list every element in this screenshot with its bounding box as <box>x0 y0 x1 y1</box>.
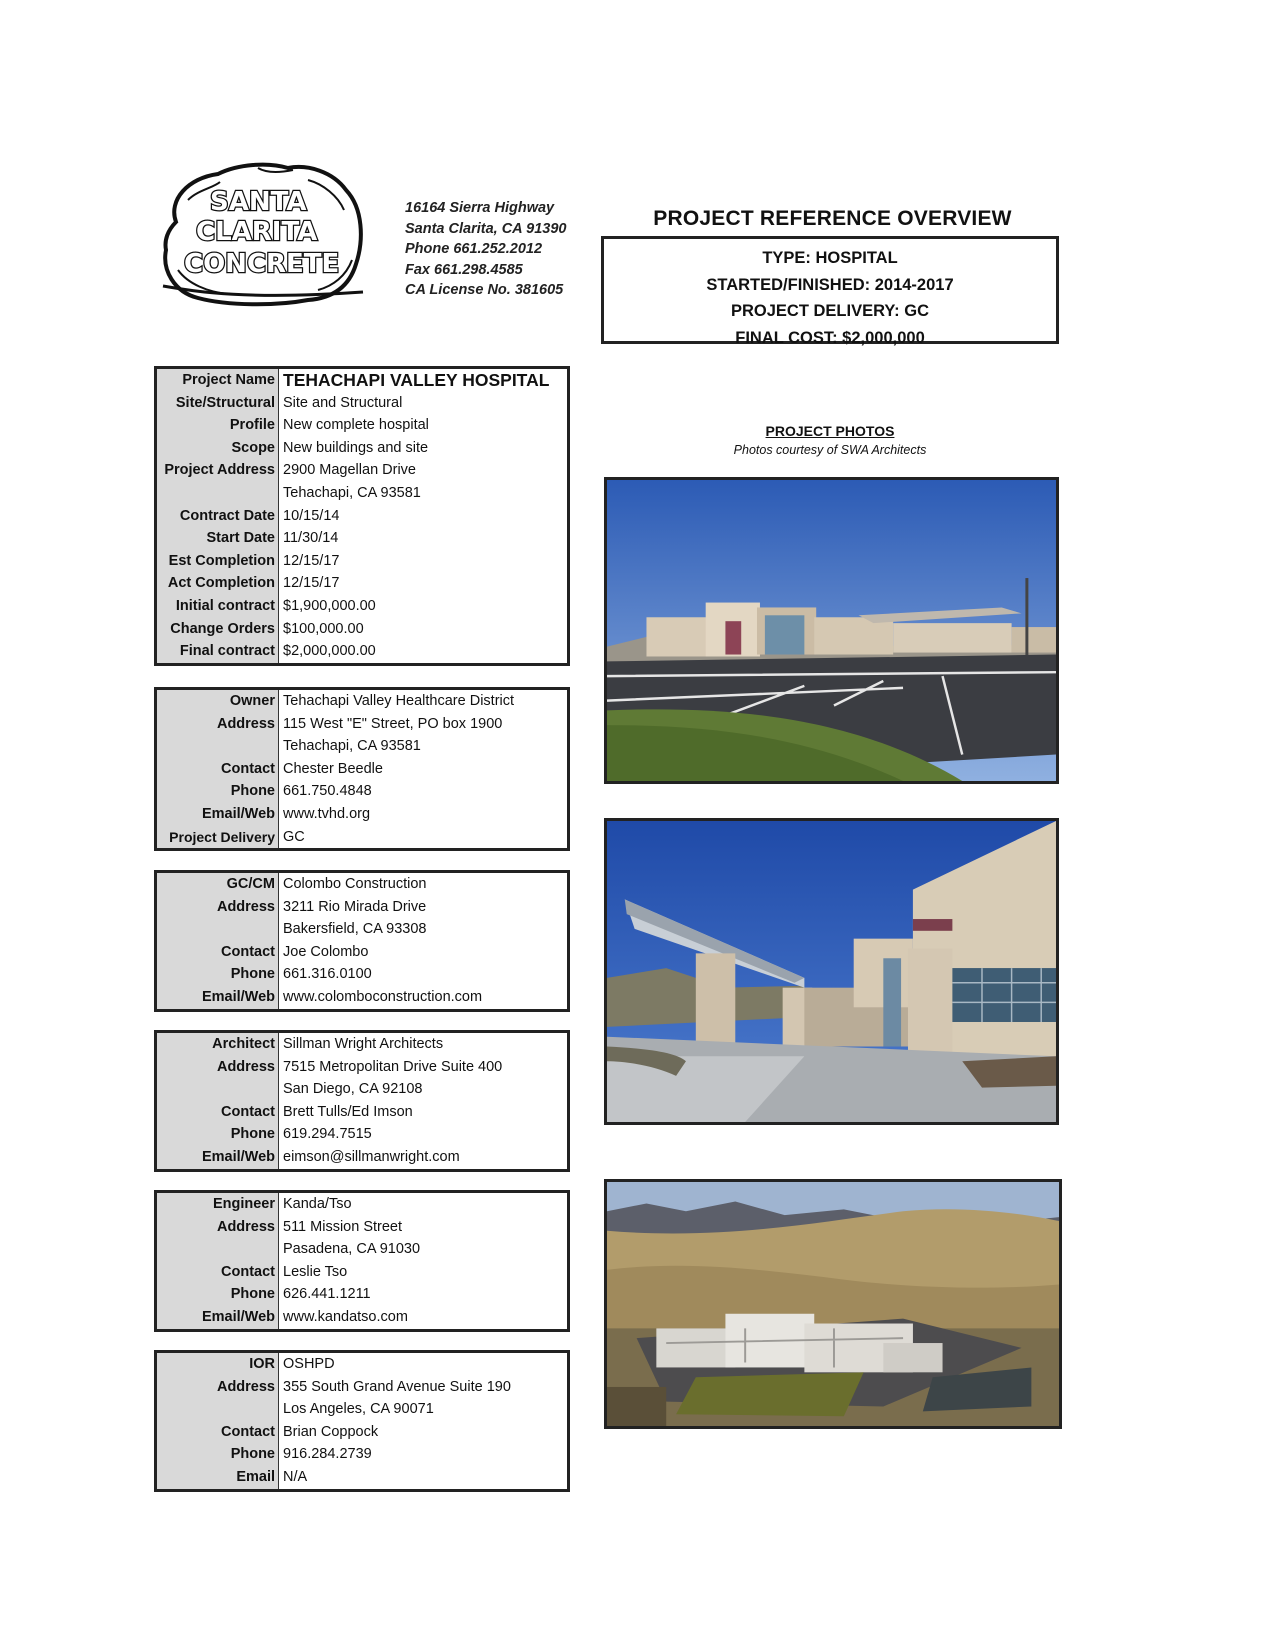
overview-title: PROJECT REFERENCE OVERVIEW <box>653 207 1012 230</box>
overview-box <box>601 236 1059 347</box>
row-label: Act Completion <box>157 572 279 595</box>
table-row <box>157 505 567 528</box>
ior-table <box>154 1350 570 1492</box>
row-label: Contact <box>157 1421 279 1444</box>
row-label: Profile <box>157 414 279 437</box>
row-label: IOR <box>157 1353 279 1376</box>
table-row <box>157 1353 567 1376</box>
logo-word-3: CONCRETE <box>184 249 340 279</box>
table-row <box>157 735 567 758</box>
table-row <box>157 941 567 964</box>
row-value: 12/15/17 <box>283 575 340 592</box>
row-value: New buildings and site <box>283 439 429 456</box>
row-label <box>157 1398 279 1421</box>
row-label: Change Orders <box>157 618 279 641</box>
table-row <box>157 1443 567 1466</box>
row-label <box>157 918 279 941</box>
company-phone: Phone 661.252.2012 <box>405 241 543 257</box>
row-value: Tehachapi, CA 93581 <box>283 738 421 755</box>
table-row <box>157 640 567 663</box>
photos-title: PROJECT PHOTOS <box>765 423 895 439</box>
row-label: Initial contract <box>157 595 279 618</box>
company-logo <box>158 160 368 308</box>
table-row <box>157 1398 567 1421</box>
row-label: Email/Web <box>157 1146 279 1169</box>
table-row <box>157 1466 567 1489</box>
table-row <box>157 1078 567 1101</box>
project-table <box>154 366 570 666</box>
logo-word-1: SANTA <box>210 187 307 217</box>
row-value: Tehachapi, CA 93581 <box>283 484 421 501</box>
row-label <box>157 1238 279 1261</box>
row-value: Colombo Construction <box>283 876 427 892</box>
table-row <box>157 459 567 482</box>
table-row <box>157 392 567 415</box>
row-label <box>157 1078 279 1101</box>
table-row <box>157 963 567 986</box>
row-value: 916.284.2739 <box>283 1446 372 1463</box>
row-value: GC <box>283 828 305 845</box>
owner-table <box>154 687 570 851</box>
row-label: Contact <box>157 1101 279 1124</box>
table-row <box>157 1033 567 1056</box>
row-label: Site/Structural <box>157 392 279 415</box>
row-value: Los Angeles, CA 90071 <box>283 1401 434 1418</box>
row-value: N/A <box>283 1468 308 1485</box>
row-label: Project Delivery <box>157 826 279 849</box>
row-value: 661.750.4848 <box>283 783 372 800</box>
table-row <box>157 414 567 437</box>
table-row <box>157 1056 567 1079</box>
row-value: 619.294.7515 <box>283 1126 372 1143</box>
row-value: 626.441.1211 <box>283 1286 371 1303</box>
row-label: Contract Date <box>157 505 279 528</box>
photo-hospital-front <box>604 477 1059 784</box>
row-value: 11/30/14 <box>283 530 339 547</box>
row-value: Joe Colombo <box>283 943 369 960</box>
row-value: Kanda/Tso <box>283 1196 352 1212</box>
row-label: Project Address <box>157 459 279 482</box>
row-value: 3211 Rio Mirada Drive <box>283 898 427 915</box>
logo-word-2: CLARITA <box>196 217 318 247</box>
table-row <box>157 826 567 849</box>
overview-dates: STARTED/FINISHED: 2014-2017 <box>706 275 954 294</box>
row-value: 2900 Magellan Drive <box>283 462 416 479</box>
row-label: Owner <box>157 690 279 713</box>
overview-type: TYPE: HOSPITAL <box>762 249 898 267</box>
row-value: Sillman Wright Architects <box>283 1036 444 1052</box>
row-value: 10/15/14 <box>283 507 340 524</box>
row-label: Phone <box>157 1123 279 1146</box>
row-value: New complete hospital <box>283 417 429 434</box>
row-label: Email/Web <box>157 986 279 1009</box>
row-label: Address <box>157 896 279 919</box>
table-row <box>157 1146 567 1169</box>
row-value: 661.316.0100 <box>283 966 372 983</box>
overview-delivery: PROJECT DELIVERY: GC <box>730 302 930 320</box>
row-label <box>157 482 279 505</box>
row-label: Address <box>157 1216 279 1239</box>
row-label: Address <box>157 1056 279 1079</box>
row-value: San Diego, CA 92108 <box>283 1081 423 1098</box>
table-row <box>157 572 567 595</box>
company-street: 16164 Sierra Highway <box>405 200 555 216</box>
row-label: Address <box>157 1376 279 1399</box>
row-label: Project Name <box>157 369 279 392</box>
table-row <box>157 713 567 736</box>
row-value: Brian Coppock <box>283 1423 379 1440</box>
row-label <box>157 735 279 758</box>
table-row <box>157 1193 567 1216</box>
table-row <box>157 369 567 392</box>
table-row <box>157 1421 567 1444</box>
row-value: OSHPD <box>283 1356 335 1372</box>
row-label: Est Completion <box>157 550 279 573</box>
table-row <box>157 803 567 826</box>
table-row <box>157 690 567 713</box>
company-contact-info <box>405 198 605 301</box>
row-value: 511 Mission Street <box>283 1218 403 1235</box>
gc-table <box>154 870 570 1012</box>
row-value: $2,000,000.00 <box>283 643 376 660</box>
row-label: Contact <box>157 758 279 781</box>
row-label: Email/Web <box>157 1306 279 1329</box>
table-row <box>157 896 567 919</box>
row-label: Engineer <box>157 1193 279 1216</box>
row-label: GC/CM <box>157 873 279 896</box>
table-row <box>157 1306 567 1329</box>
row-label: Start Date <box>157 527 279 550</box>
table-row <box>157 1283 567 1306</box>
table-row <box>157 595 567 618</box>
row-label: Architect <box>157 1033 279 1056</box>
row-value: Chester Beedle <box>283 760 383 777</box>
row-value: Pasadena, CA 91030 <box>283 1241 421 1258</box>
row-value: $1,900,000.00 <box>283 597 376 614</box>
table-row <box>157 550 567 573</box>
table-row <box>157 758 567 781</box>
row-value: www.kandatso.com <box>283 1308 408 1325</box>
engineer-table <box>154 1190 570 1332</box>
table-row <box>157 918 567 941</box>
table-row <box>157 986 567 1009</box>
project-name-value: TEHACHAPI VALLEY HOSPITAL <box>283 370 550 390</box>
architect-table <box>154 1030 570 1172</box>
row-value: 355 South Grand Avenue Suite 190 <box>283 1378 511 1395</box>
table-row <box>157 482 567 505</box>
row-value: www.tvhd.org <box>283 805 371 822</box>
row-value: 115 West "E" Street, PO box 1900 <box>283 715 503 732</box>
photo-entrance-canopy <box>604 818 1059 1125</box>
row-value: Site and Structural <box>283 394 403 411</box>
table-row <box>157 618 567 641</box>
row-value: Leslie Tso <box>283 1263 348 1280</box>
row-value: 12/15/17 <box>283 552 340 569</box>
table-row <box>157 1238 567 1261</box>
row-label: Email/Web <box>157 803 279 826</box>
row-label: Contact <box>157 1261 279 1284</box>
table-row <box>157 1216 567 1239</box>
company-license: CA License No. 381605 <box>405 282 564 298</box>
photos-caption: Photos courtesy of SWA Architects <box>733 443 927 457</box>
company-fax: Fax 661.298.4585 <box>405 261 523 278</box>
row-label: Phone <box>157 963 279 986</box>
table-row <box>157 873 567 896</box>
table-row <box>157 1376 567 1399</box>
row-label: Phone <box>157 780 279 803</box>
row-value: Tehachapi Valley Healthcare District <box>283 693 515 709</box>
company-city: Santa Clarita, CA 91390 <box>405 220 567 237</box>
table-row <box>157 437 567 460</box>
row-label: Address <box>157 713 279 736</box>
row-value: 7515 Metropolitan Drive Suite 400 <box>283 1058 503 1075</box>
row-label: Phone <box>157 1283 279 1306</box>
table-row <box>157 1101 567 1124</box>
table-row <box>157 1123 567 1146</box>
row-label: Scope <box>157 437 279 460</box>
row-label: Contact <box>157 941 279 964</box>
row-value: $100,000.00 <box>283 620 364 637</box>
overview-cost: FINAL COST: $2,000,000 <box>735 328 925 347</box>
row-label: Phone <box>157 1443 279 1466</box>
table-row <box>157 780 567 803</box>
row-value: eimson@sillmanwright.com <box>283 1148 460 1165</box>
table-row <box>157 527 567 550</box>
row-label: Final contract <box>157 640 279 663</box>
row-value: Bakersfield, CA 93308 <box>283 921 427 938</box>
row-value: Brett Tulls/Ed Imson <box>283 1103 413 1120</box>
row-value: www.colomboconstruction.com <box>283 988 483 1005</box>
row-label: Email <box>157 1466 279 1489</box>
photo-aerial-view <box>604 1179 1062 1429</box>
table-row <box>157 1261 567 1284</box>
